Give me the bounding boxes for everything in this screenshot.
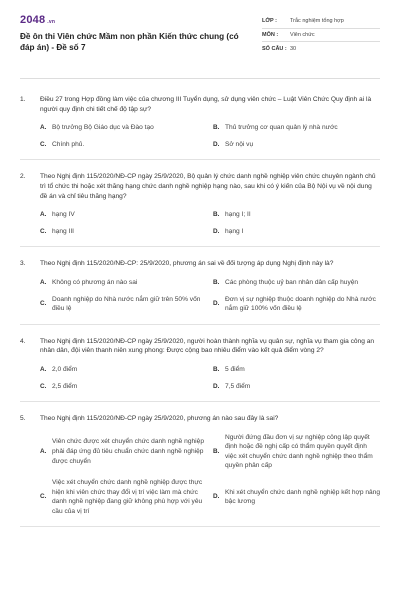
option-letter: B. (213, 448, 220, 456)
meta-key: LỚP : (262, 18, 277, 25)
question-1 (20, 95, 380, 160)
option-d[interactable] (213, 140, 380, 150)
site-logo[interactable] (20, 14, 250, 26)
option-a[interactable] (40, 278, 207, 288)
question-text: Theo Nghị định 115/2020/NĐ-CP ngày 25/9/2020, Bộ quản lý chức danh nghề nghiệp viên chức chuyên ngành chủ trì tổ chức thi hoặc xét thăng hạng chức danh nghề nghiệp hạng nào, sau khi có ý kiến của Bộ Nội vụ về nội dung đề án và chỉ tiêu thăng hạng? (40, 173, 376, 200)
header-divider (20, 78, 380, 79)
option-letter: C. (40, 382, 47, 390)
option-letter: C. (40, 140, 47, 148)
option-text: hạng I (225, 227, 244, 235)
option-a[interactable] (40, 210, 207, 220)
option-text: 2,5 điểm (52, 382, 78, 390)
answer-options (20, 365, 380, 391)
option-text: Bộ trưởng Bộ Giáo dục và Đào tạo (52, 124, 154, 132)
option-text: Người đứng đầu đơn vị sự nghiệp công lập quyết định hoặc đề nghị cấp có thẩm quyền quyết định việc xét chuyển chức danh nghề nghiệp theo thẩm quyền phân cấp (225, 433, 373, 470)
meta-key: MÔN : (262, 31, 279, 38)
question-5 (20, 414, 380, 527)
option-b[interactable] (213, 365, 380, 375)
option-text: Các phòng thuộc uỷ ban nhân dân cấp huyện (225, 278, 359, 286)
meta-row-class (262, 15, 380, 29)
option-text: Không có phương án nào sai (52, 278, 138, 286)
option-c[interactable] (40, 227, 207, 237)
option-a[interactable] (40, 365, 207, 375)
option-letter: B. (213, 365, 220, 373)
option-c[interactable] (40, 140, 207, 150)
question-text: Theo Nghị định 115/2020/NĐ-CP ngày 25/9/2020, người hoàn thành nghĩa vụ quân sự, nghĩa vụ tham gia công an nhân dân, đội viên thanh niên xung phong: Được cộng bao nhiêu điểm vào kết quả điểm vòng 2? (40, 337, 375, 355)
question-text: Theo Nghị định 115/2020/NĐ-CP ngày 25/9/2020, phương án nào sau đây là sai? (40, 415, 279, 423)
meta-value: Viên chức (290, 31, 315, 38)
option-text: Sở nội vụ (225, 140, 254, 148)
header (20, 14, 380, 76)
option-letter: D. (213, 382, 220, 390)
option-letter: A. (40, 124, 47, 132)
meta-value: Trắc nghiệm tổng hợp (290, 18, 344, 25)
question-number: 3. (20, 260, 26, 268)
question-number: 2. (20, 173, 26, 181)
option-d[interactable] (213, 227, 380, 237)
option-text: hạng IV (52, 211, 75, 219)
answer-options (20, 123, 380, 149)
option-text: Thủ trưởng cơ quan quản lý nhà nước (225, 124, 338, 132)
option-b[interactable] (213, 123, 380, 133)
option-text: Doanh nghiệp do Nhà nước nắm giữ trên 50% vốn điều lệ (52, 295, 201, 313)
question-number: 1. (20, 96, 26, 103)
option-b[interactable] (213, 433, 380, 471)
option-letter: B. (213, 124, 220, 132)
question-text: Điều 27 trong Hợp đồng làm việc của chương III Tuyển dụng, sử dụng viên chức – Luật Viên Chức Quy định ai là người quy định chi tiết chế độ tập sự? (40, 96, 372, 113)
option-text: hạng I; II (225, 211, 251, 219)
option-text: Viên chức được xét chuyển chức danh nghề nghiệp phải đáp ứng đủ tiêu chuẩn chức danh nghề nghiệp được chuyển (52, 438, 204, 465)
option-b[interactable] (213, 210, 380, 220)
option-letter: C. (40, 227, 47, 235)
option-d[interactable] (213, 382, 380, 392)
option-letter: A. (40, 211, 47, 219)
option-d[interactable] (213, 478, 380, 516)
option-c[interactable] (40, 382, 207, 392)
question-3 (20, 259, 380, 324)
option-letter: A. (40, 448, 47, 456)
option-a[interactable] (40, 433, 207, 471)
option-a[interactable] (40, 123, 207, 133)
option-letter: B. (213, 211, 220, 219)
exam-title: Đề ôn thi Viên chức Mầm non phần Kiến thức chung (có đáp án) - Đề số 7 (20, 32, 239, 52)
option-letter: A. (40, 278, 47, 286)
option-letter: D. (213, 493, 220, 501)
option-c[interactable] (40, 478, 207, 516)
question-list (20, 95, 380, 527)
question-number: 5. (20, 415, 26, 423)
option-text: Việc xét chuyển chức danh nghề nghiệp được thực hiện khi viên chức thay đổi vị trí việc làm mà chức danh nghề nghiệp đang giữ không phù hợp với yêu cầu của vị trí (52, 479, 203, 515)
exam-meta (262, 15, 380, 76)
option-letter: A. (40, 365, 47, 373)
option-text: Đơn vị sự nghiệp thuộc doanh nghiệp do Nhà nước nắm giữ 100% vốn điều lệ (225, 295, 376, 313)
meta-row-question-count (262, 42, 380, 56)
answer-options (20, 433, 380, 517)
logo-text: 2048 (20, 14, 46, 26)
option-text: hạng III (52, 227, 74, 235)
option-c[interactable] (40, 295, 207, 314)
option-letter: C. (40, 300, 47, 308)
option-text: 2,0 điểm (52, 365, 78, 373)
question-text: Theo Nghị định 115/2020/NĐ-CP: 25/9/2020, phương án sai về đối tượng áp dụng Nghị định này là? (40, 260, 334, 268)
question-4 (20, 337, 380, 402)
answer-options (20, 278, 380, 314)
question-2 (20, 172, 380, 247)
option-text: Chính phủ. (52, 140, 85, 148)
option-text: Khi xét chuyển chức danh nghề nghiệp kết hợp nâng bậc lương (225, 488, 381, 506)
option-letter: D. (213, 227, 220, 235)
option-letter: B. (213, 278, 220, 286)
question-number: 4. (20, 337, 26, 345)
meta-key: SỐ CÂU : (262, 45, 287, 52)
logo-suffix: .vn (47, 19, 56, 25)
option-d[interactable] (213, 295, 380, 314)
meta-row-subject (262, 29, 380, 43)
option-letter: C. (40, 493, 47, 501)
meta-value: 30 (290, 45, 297, 52)
option-text: 5 điểm (225, 365, 245, 373)
option-b[interactable] (213, 278, 380, 288)
answer-options (20, 210, 380, 236)
option-text: 7,5 điểm (225, 382, 251, 390)
option-letter: D. (213, 300, 220, 308)
header-left (20, 14, 250, 76)
option-letter: D. (213, 140, 220, 148)
